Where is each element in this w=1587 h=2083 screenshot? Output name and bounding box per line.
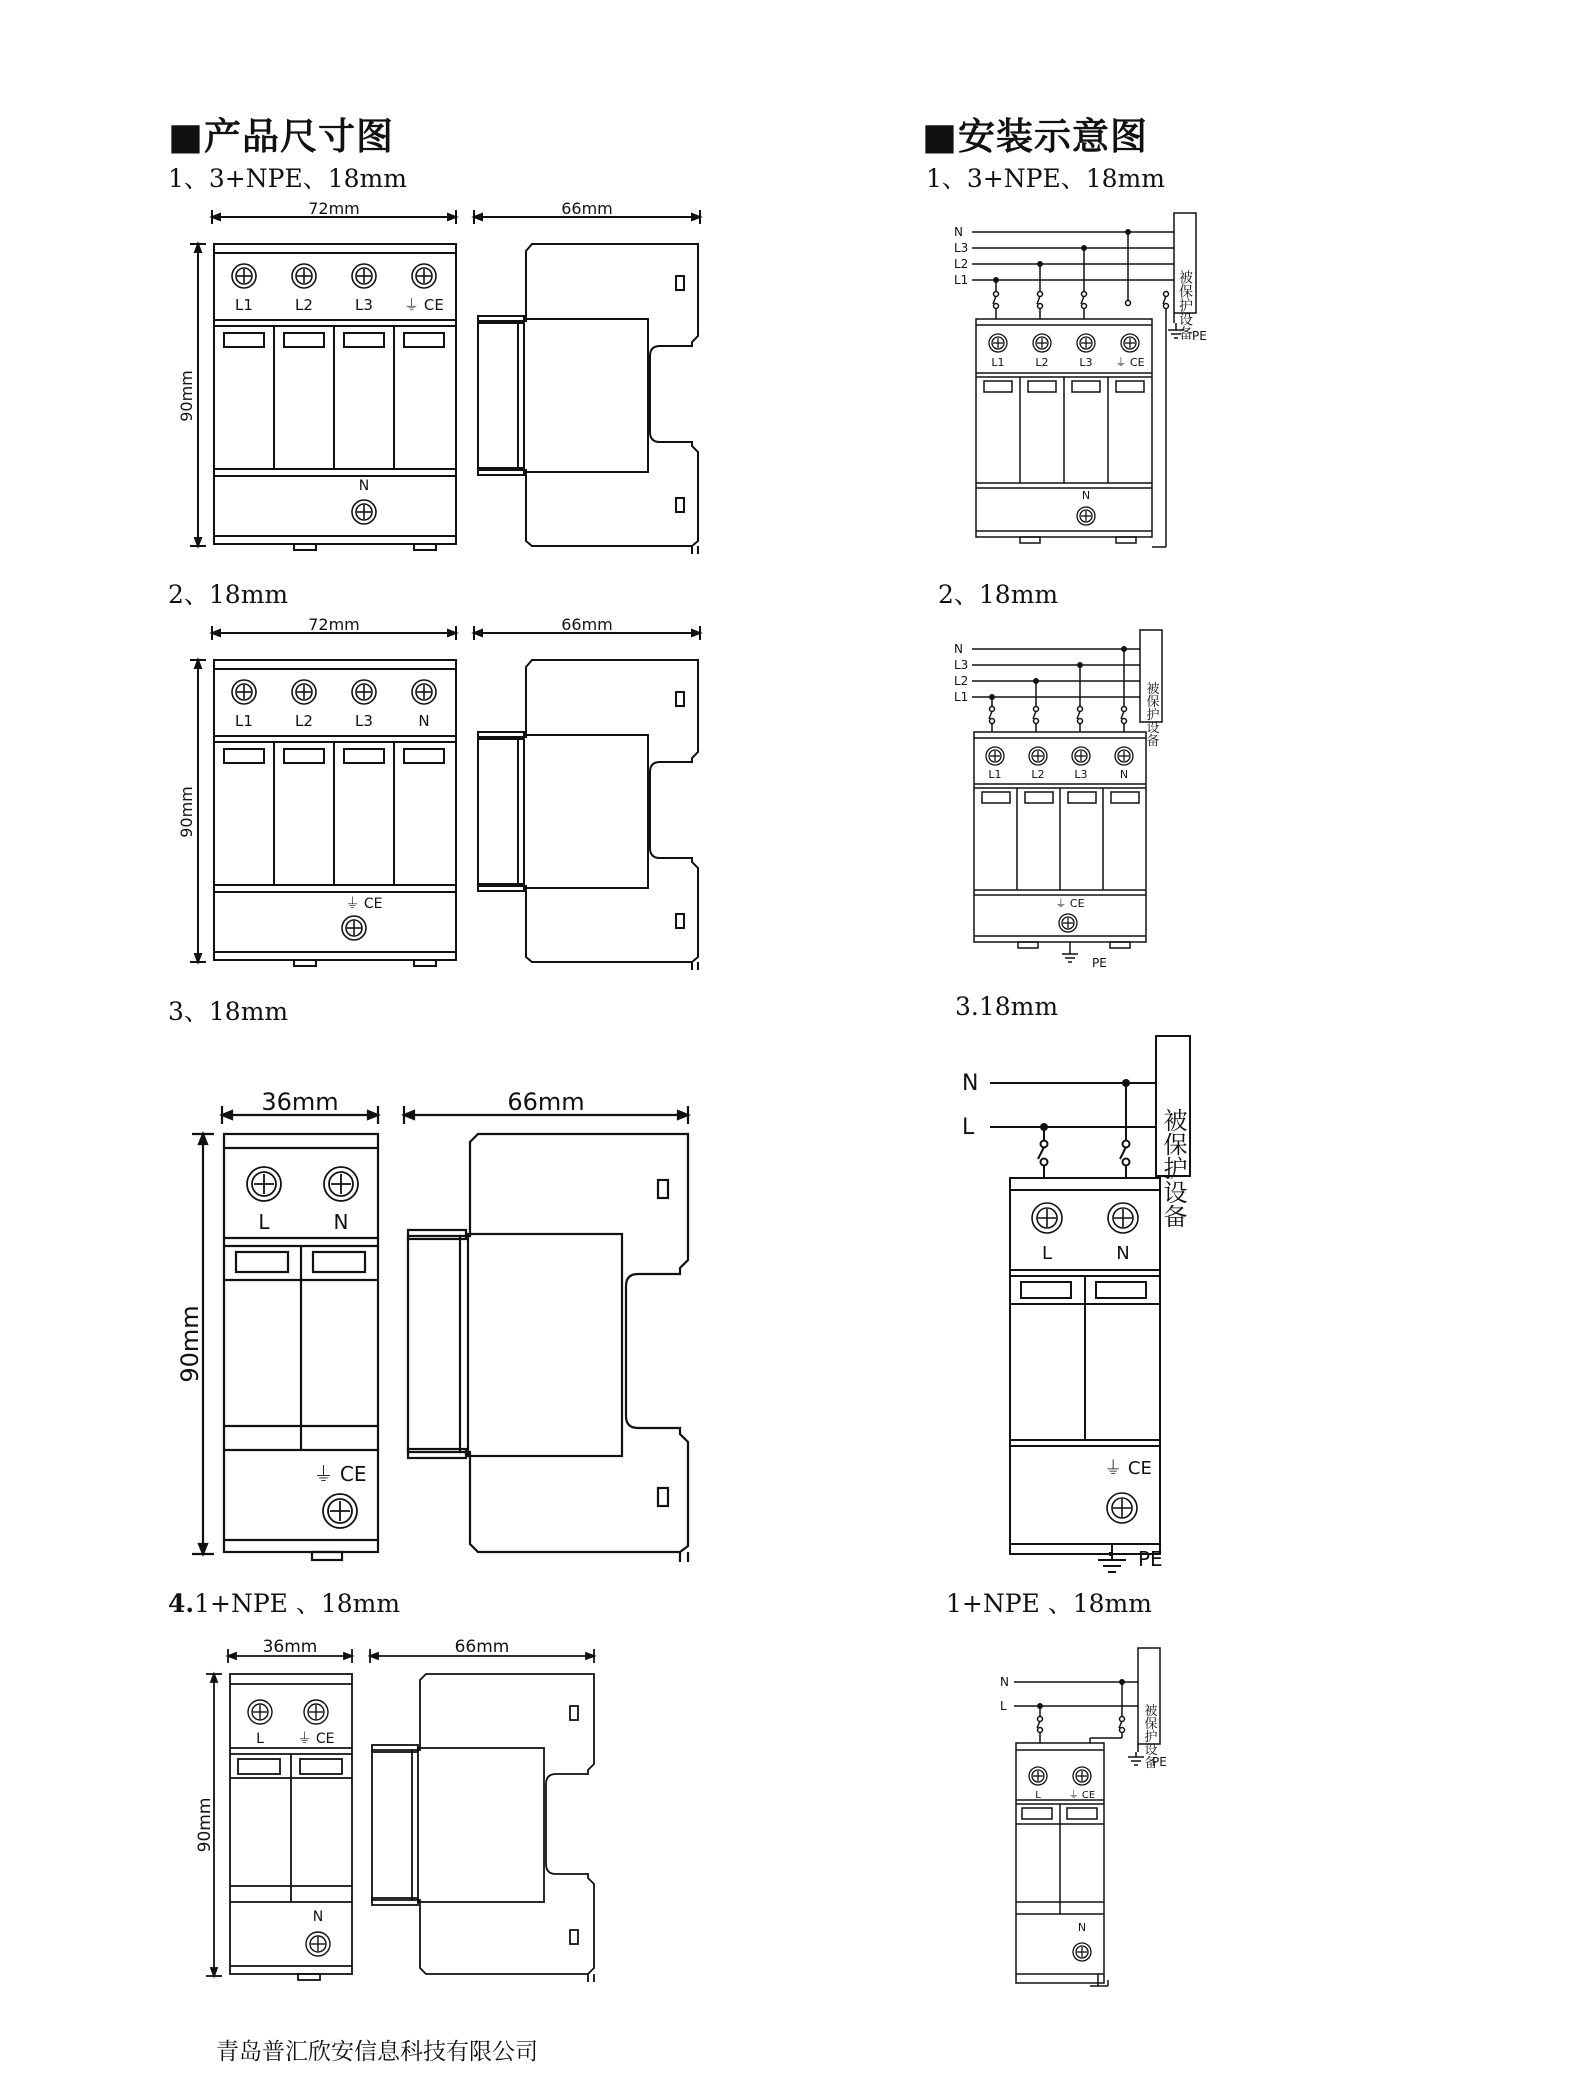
caption-left-3: 3、18mm [168,997,289,1026]
terminal-label: L2 [1035,356,1049,369]
terminal-label: N [333,1210,349,1234]
bottom-label: N [358,478,370,494]
line-label: L3 [954,658,969,672]
front-view-4 [195,1637,370,1985]
depth-dim-2: 66mm [561,615,613,634]
terminal-label: ⏚ CE [297,1731,335,1747]
ground-icon [1092,1550,1152,1580]
terminal-label: L2 [295,712,313,730]
terminal-label: ⏚ CE [1115,356,1145,369]
terminal-label: L3 [1079,356,1093,369]
width-dim-1: 72mm [308,199,360,218]
protected-device-label: 被保护设备 [1143,681,1159,747]
terminal-label: ⏚ CE [404,296,444,314]
wiring-diagram-2 [940,622,1220,978]
line-label: L2 [954,257,969,271]
terminal-label: L [1041,1243,1053,1264]
terminal-label: N [1119,768,1129,781]
caption-left-2: 2、18mm [168,580,289,609]
line-label: L [962,1115,975,1140]
line-label: N [1000,1675,1009,1689]
terminal-label: ⏚ CE [1068,1790,1096,1801]
protected-device-label: 被保护设备 [1159,1108,1187,1228]
pe-label: PE [1192,329,1207,343]
height-dim-4: 90mm [195,1797,215,1853]
line-label: L [1000,1699,1007,1713]
caption-left-4-text: 1+NPE 、18mm [194,1589,401,1618]
protected-device-label: 被保护设备 [1177,270,1193,340]
caption-right-2: 2、18mm [938,580,1059,609]
left-section-header: ■产品尺寸图 [168,114,394,158]
side-view-3 [398,1084,698,1564]
caption-right-3: 3.18mm [955,992,1059,1021]
line-label: L3 [954,241,969,255]
terminal-label: N [1116,1243,1130,1264]
terminal-label: L2 [1031,768,1045,781]
bottom-label: ⏚ CE [345,896,383,912]
terminal-label: L3 [355,296,373,314]
wiring-diagram-1 [940,205,1220,561]
caption-right-1: 1、3+NPE、18mm [926,164,1165,193]
terminal-label: L1 [235,712,253,730]
terminal-label: L1 [235,296,253,314]
side-view-2 [470,615,710,974]
width-dim-2: 72mm [308,615,360,634]
height-dim-1: 90mm [177,370,196,422]
pe-label: PE [1092,956,1107,970]
caption-left-1: 1、3+NPE、18mm [168,164,407,193]
terminal-label: L3 [1074,768,1088,781]
line-label: N [962,1071,979,1096]
bottom-label: N [1081,489,1091,502]
side-view-4 [364,1637,604,1985]
bottom-label: ⏚ CE [1055,897,1085,910]
width-dim-3: 36mm [261,1088,339,1116]
bottom-label: N [312,1909,324,1925]
terminal-label: N [418,712,430,730]
line-label: L2 [954,674,969,688]
wiring-diagram-4 [990,1640,1220,1990]
wiring-diagram-3 [958,1028,1218,1571]
line-label: L1 [954,690,969,704]
line-label: L1 [954,273,969,287]
caption-right-4: 1+NPE 、18mm [946,1589,1152,1618]
right-section-header: ■安装示意图 [922,114,1148,158]
bottom-label: N [1077,1921,1087,1934]
pe-label: PE [1152,1755,1167,1769]
front-view-3 [176,1084,400,1564]
terminal-label: L1 [991,356,1005,369]
caption-left-4 [168,1584,400,1620]
pe-label: PE [1138,1547,1163,1571]
terminal-label: L2 [295,296,313,314]
terminal-label: L1 [988,768,1002,781]
terminal-label: L [258,1210,270,1234]
terminal-label: L3 [355,712,373,730]
side-view-1 [470,199,710,558]
depth-dim-3: 66mm [507,1088,585,1116]
front-view-1 [176,199,476,558]
bottom-label: ⏚ CE [313,1462,367,1486]
terminal-label: L [256,1731,264,1747]
depth-dim-4: 66mm [454,1637,510,1657]
front-view-2 [176,615,476,974]
terminal-label: L [1035,1790,1041,1801]
depth-dim-1: 66mm [561,199,613,218]
bottom-label: ⏚ CE [1104,1458,1152,1479]
line-label: N [954,642,963,656]
width-dim-4: 36mm [262,1637,318,1657]
caption-left-4-number: 4. [168,1589,195,1618]
height-dim-2: 90mm [177,786,196,838]
company-footer: 青岛普汇欣安信息科技有限公司 [216,2039,538,2065]
height-dim-3: 90mm [176,1305,204,1383]
protected-device-label: 被保护设备 [1141,1703,1157,1769]
line-label: N [954,225,963,239]
